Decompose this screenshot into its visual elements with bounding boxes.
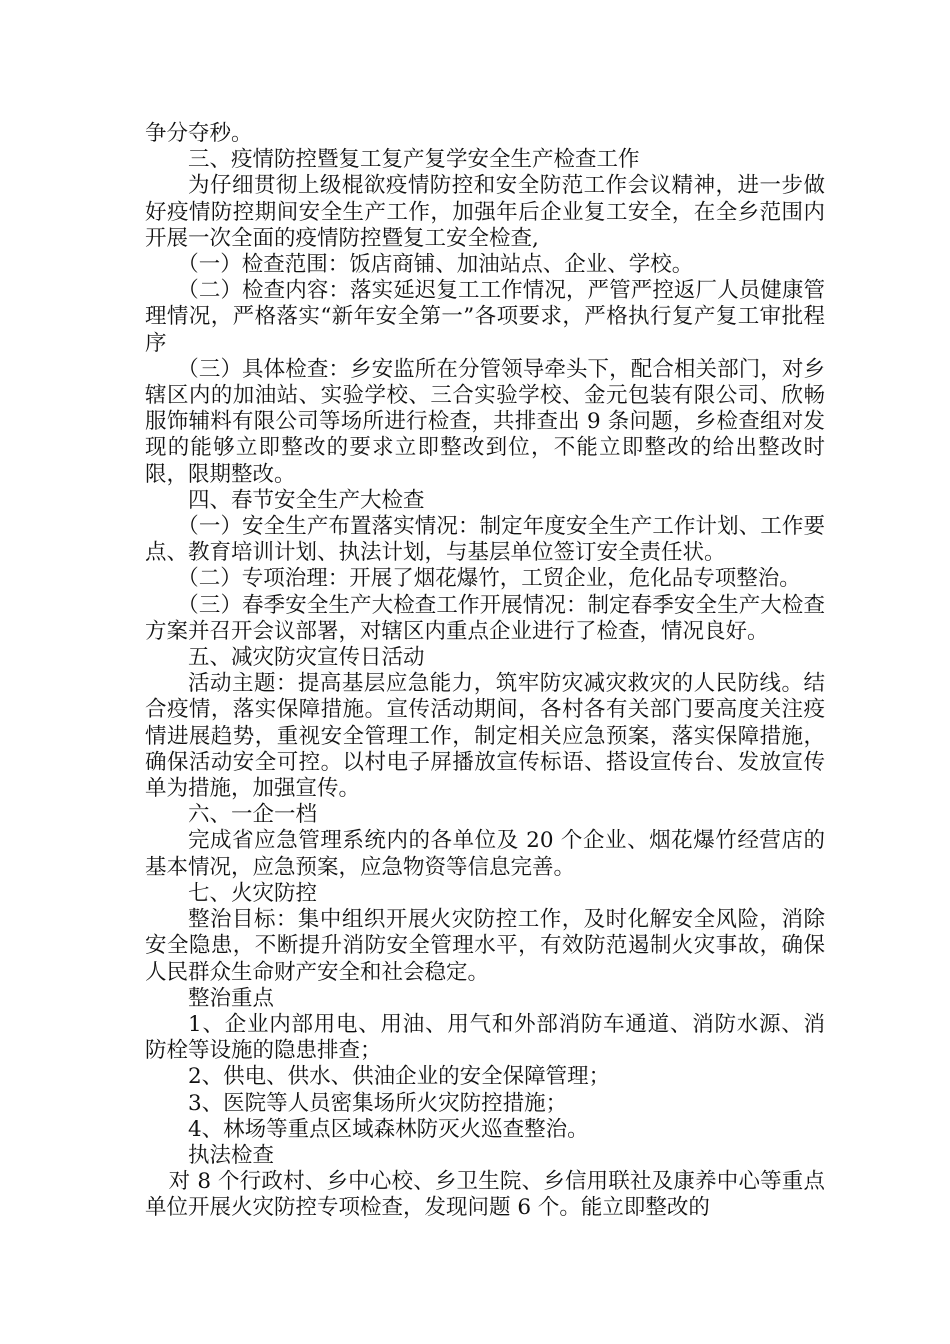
paragraph: 为仔细贯彻上级棍欲疫情防控和安全防范工作会议精神，进一步做好疫情防控期间安全生产工作，加强年后企业复工安全，在全乡范围内开展一次全面的疫情防控暨复工安全检查, <box>145 173 825 251</box>
list-item: （一）检查范围：饭店商铺、加油站点、企业、学校。 <box>177 252 694 278</box>
document-body <box>145 121 825 1222</box>
section-heading: 四、春节安全生产大检查 <box>188 487 425 513</box>
list-item: 4、林场等重点区域森林防灭火巡查整治。 <box>188 1116 589 1142</box>
section-heading: 六、一企一档 <box>188 802 318 828</box>
paragraph: 对 8 个行政村、乡中心校、乡卫生院、乡信用联社及康养中心等重点单位开展火灾防控专项检查，发现问题 6 个。能立即整改的 <box>145 1169 825 1221</box>
list-item: 3、医院等人员密集场所火灾防控措施； <box>188 1090 568 1116</box>
list-item: （三）具体检查：乡安监所在分管领导牵头下，配合相关部门，对乡辖区内的加油站、实验学校、三合实验学校、金元包装有限公司、欣畅服饰辅料有限公司等场所进行检查，共排查出 9 条问题，乡检查组对发现的能够立即整改的要求立即整改到位，不能立即整改的给出整改时限，限期整改。 <box>145 356 825 487</box>
subheading: 整治重点 <box>188 985 275 1011</box>
paragraph: 争分夺秒。 <box>145 121 253 146</box>
section-heading: 五、减灾防灾宣传日活动 <box>188 645 425 671</box>
list-item: 2、供电、供水、供油企业的安全保障管理； <box>188 1064 611 1090</box>
section-heading: 七、火灾防控 <box>188 880 318 906</box>
subheading: 执法检查 <box>188 1142 275 1168</box>
paragraph: 整治目标：集中组织开展火灾防控工作，及时化解安全风险，消除安全隐患，不断提升消防安全管理水平，有效防范遏制火灾事故，确保人民群众生命财产安全和社会稳定。 <box>145 907 825 985</box>
paragraph: 活动主题：提高基层应急能力，筑牢防灾减灾救灾的人民防线。结合疫情，落实保障措施。宣传活动期间，各村各有关部门要高度关注疫情进展趋势，重视安全管理工作，制定相关应急预案，落实保障措施，确保活动安全可控。以村电子屏播放宣传标语、搭设宣传台、发放宣传单为措施，加强宣传。 <box>145 671 825 802</box>
list-item: 1、企业内部用电、用油、用气和外部消防车通道、消防水源、消防栓等设施的隐患排查； <box>145 1011 825 1064</box>
paragraph: 完成省应急管理系统内的各单位及 20 个企业、烟花爆竹经营店的基本情况，应急预案，应急物资等信息完善。 <box>145 828 825 880</box>
section-heading: 三、疫情防控暨复工复产复学安全生产检查工作 <box>188 147 640 173</box>
list-item: （三）春季安全生产大检查工作开展情况：制定春季安全生产大检查方案并召开会议部署，对辖区内重点企业进行了检查，情况良好。 <box>145 592 825 644</box>
list-item: （二）专项治理：开展了烟花爆竹，工贸企业，危化品专项整治。 <box>177 566 801 592</box>
list-item: （二）检查内容：落实延迟复工工作情况，严管严控返厂人员健康管理情况，严格落实“新年安全第一”各项要求，严格执行复产复工审批程序 <box>145 278 825 356</box>
list-item: （一）安全生产布置落实情况：制定年度安全生产工作计划、工作要点、教育培训计划、执法计划，与基层单位签订安全责任状。 <box>145 514 825 566</box>
